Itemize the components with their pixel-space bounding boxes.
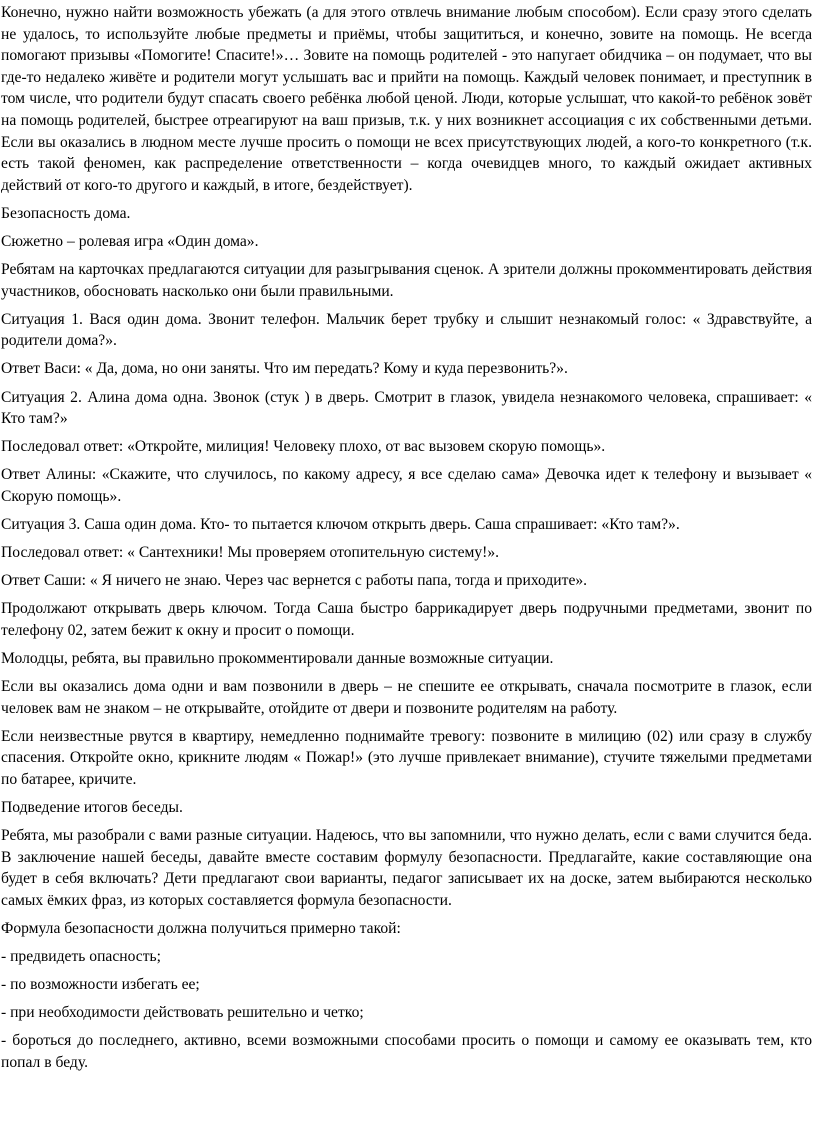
heading-summary: Подведение итогов беседы. <box>1 799 183 816</box>
list-item-avoid: - по возможности избегать ее; <box>1 976 200 994</box>
heading-role-play: Сюжетно – ролевая игра «Один дома». <box>1 232 259 250</box>
heading-home-safety: Безопасность дома. <box>1 204 131 222</box>
paragraph-situation-3-reply: Последовал ответ: « Сантехники! Мы проверяем отопительную систему!». <box>1 544 500 562</box>
list-item-fight: - бороться до последнего, активно, всеми возможными способами просить о помощи и самому ее оказывать тем, кто попал в беду. <box>1 1032 812 1071</box>
paragraph-praise: Молодцы, ребята, вы правильно прокомментировали данные возможные ситуации. <box>1 649 554 667</box>
paragraph-cards-intro: Ребятам на карточках предлагаются ситуации для разыгрывания сценок. А зрители должны прокомментировать действия участников, обосновать насколько они были правильными. <box>1 261 812 300</box>
paragraph-situation-1: Ситуация 1. Вася один дома. Звонит телефон. Мальчик берет трубку и слышит незнакомый голос: « Здравствуйте, а родители дома?». <box>1 310 812 350</box>
paragraph-vasya-answer: Ответ Васи: « Да, дома, но они заняты. Что им передать? Кому и куда перезвонить?». <box>1 360 568 378</box>
paragraph-sasha-answer: Ответ Саши: « Я ничего не знаю. Через час вернется с работы папа, тогда и приходите». <box>1 572 588 590</box>
list-item-act: - при необходимости действовать решительно и четко; <box>1 1004 364 1022</box>
paragraph-situation-2-reply: Последовал ответ: «Откройте, милиция! Человеку плохо, от вас вызовем скорую помощь». <box>1 438 606 456</box>
paragraph-door-advice: Если вы оказались дома одни и вам позвонили в дверь – не спешите ее открывать, сначала посмотрите в глазок, если человек вам не знаком – не открывайте, отойдите от двери и позвоните родителям на работу. <box>1 678 812 717</box>
paragraph-sasha-actions: Продолжают открывать дверь ключом. Тогда Саша быстро баррикадирует дверь подручными предметами, звонит по телефону 02, затем бежит к окну и просит о помощи. <box>1 600 812 639</box>
paragraph-alina-answer: Ответ Алины: «Скажите, что случилось, по какому адресу, я все сделаю сама» Девочка идет к телефону и вызывает « Скорую помощь». <box>1 466 812 505</box>
paragraph-intruder-advice: Если неизвестные рвутся в квартиру, немедленно поднимайте тревогу: позвоните в милицию (02) или сразу в службу спасения. Откройте окно, крикните людям « Пожар!» (это лучше привлекает внимание), стучите тяжелыми предметами по батарее, кричите. <box>1 727 812 788</box>
paragraph-situation-3: Ситуация 3. Саша один дома. Кто- то пытается ключом открыть дверь. Саша спрашивает: «Кто там?». <box>1 515 680 533</box>
paragraph-formula-intro: Формула безопасности должна получиться примерно такой: <box>1 919 401 937</box>
paragraph-escape-advice: Конечно, нужно найти возможность убежать (а для этого отвлечь внимание любым способом). Если сразу этого сделать не удалось, то используйте любые предметы и приёмы, чтобы защититься, и конечно, зовите на помощь. Не всегда помогают призывы «Помогите! Спасите!»… Зовите на помощь родителей - это напугает обидчика – он подумает, что вы где-то недалеко живёте и родители могут услышать вас и прийти на помощь. Каждый человек понимает, и преступник в том числе, что родители будут спасать своего ребёнка любой ценой. Люди, которые услышат, что какой-то ребёнок зовёт на помощь родителей, быстрее отреагируют на ваш призыв, т.к. у них возникнет ассоциация с их собственными детьми. Если вы оказались в людном месте лучше просить о помощи не всех присутствующих людей, а кого-то конкретного (т.к. есть такой феномен, как распределение ответственности – когда очевидцев много, то каждый ожидает активных действий от кого-то другого и каждый, в итоге, бездействует). <box>1 4 812 194</box>
paragraph-summary: Ребята, мы разобрали с вами разные ситуации. Надеюсь, что вы запомнили, что нужно делать, если с вами случится беда. В заключение нашей беседы, давайте вместе составим формулу безопасности. Предлагайте, какие составляющие она будет в себя включать? Дети предлагают свои варианты, педагог записывает их на доске, затем выбираются несколько самых ёмких фраз, из которых составляется формула безопасности. <box>1 827 812 909</box>
paragraph-situation-2: Ситуация 2. Алина дома одна. Звонок (стук ) в дверь. Смотрит в глазок, увидела незнакомого человека, спрашивает: « Кто там?» <box>1 388 812 428</box>
list-item-foresee: - предвидеть опасность; <box>1 948 161 966</box>
